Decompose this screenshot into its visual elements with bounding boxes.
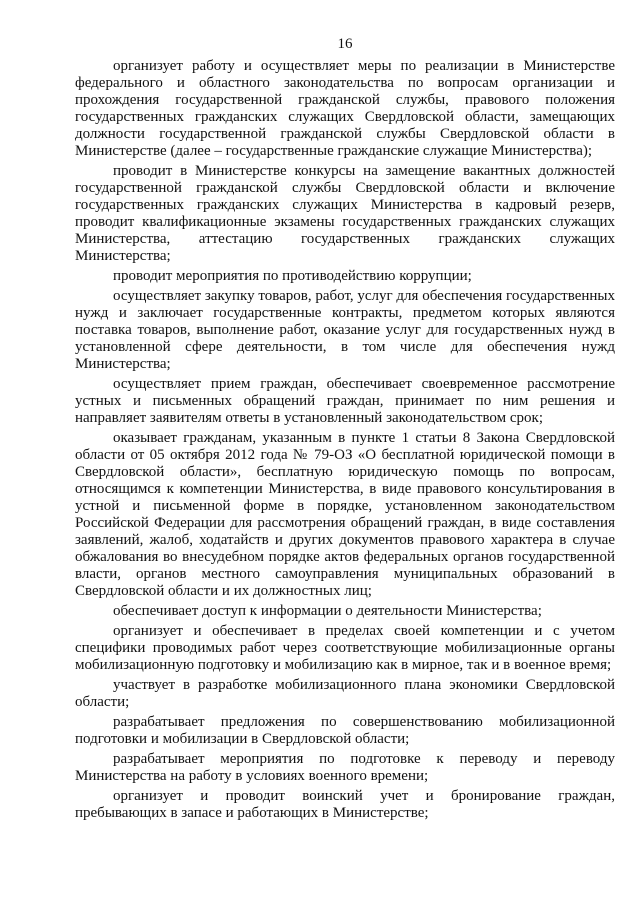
paragraph-personnel-law: организует работу и осуществляет меры по реализации в Министерстве федерального и областного законодательства по вопросам организации и прохождения государственной гражданской службы, правового положения государственных гражданских служащих Свердловской области, замещающих должности государственной гражданской службы Свердловской области в Министерстве (далее – государственные гражданские служащие Министерства); [75, 58, 615, 159]
paragraph-mobilization: организует и обеспечивает в пределах своей компетенции и с учетом специфики проводимых работ через соответствующие мобилизационные органы мобилизационную подготовку и мобилизацию как в мирное, так и в военное время; [75, 623, 615, 673]
paragraph-anticorruption: проводит мероприятия по противодействию коррупции; [113, 268, 472, 284]
document-page [75, 34, 615, 825]
paragraph-competitions: проводит в Министерстве конкурсы на замещение вакантных должностей государственной гражданской службы Свердловской области и включение государственных гражданских служащих Министерства в кадровый резерв, проводит квалификационные экзамены государственных гражданских служащих Министерства, аттестацию государственных гражданских служащих Министерства; [75, 163, 615, 264]
paragraph-military-registration: организует и проводит воинский учет и бронирование граждан, пребывающих в запасе и работающих в Министерстве; [75, 788, 615, 821]
paragraph-mobilization-proposals: разрабатывает предложения по совершенствованию мобилизационной подготовки и мобилизации в Свердловской области; [75, 714, 615, 747]
paragraph-mobilization-plan: участвует в разработке мобилизационного плана экономики Свердловской области; [75, 677, 615, 710]
paragraph-procurement: осуществляет закупку товаров, работ, услуг для обеспечения государственных нужд и заключает государственные контракты, предметом которых являются поставка товаров, выполнение работ, оказание услуг для государственных нужд в установленной сфере деятельности, в том числе для обеспечения нужд Министерства; [75, 288, 615, 372]
paragraph-citizen-reception: осуществляет прием граждан, обеспечивает своевременное рассмотрение устных и письменных обращений граждан, принимает по ним решения и направляет заявителям ответы в установленный законодательством срок; [75, 376, 615, 426]
paragraph-legal-aid: оказывает гражданам, указанным в пункте 1 статьи 8 Закона Свердловской области от 05 октября 2012 года № 79-ОЗ «О бесплатной юридической помощи в Свердловской области», бесплатную юридическую помощь по вопросам, относящимся к компетенции Министерства, в виде правового консультирования в устной и письменной форме в порядке, установленном законодательством Российской Федерации для рассмотрения обращений граждан, в виде составления заявлений, жалоб, ходатайств и других документов правового характера в случае обжалования во внесудебном порядке актов федеральных органов государственной власти, органов местного самоуправления муниципальных образований в Свердловской области и их должностных лиц; [75, 430, 615, 599]
page-number: 16 [337, 36, 353, 52]
paragraph-information-access: обеспечивает доступ к информации о деятельности Министерства; [113, 603, 542, 619]
paragraph-wartime-transfer: разрабатывает мероприятия по подготовке к переводу и переводу Министерства на работу в условиях военного времени; [75, 751, 615, 784]
document-body [75, 58, 615, 822]
